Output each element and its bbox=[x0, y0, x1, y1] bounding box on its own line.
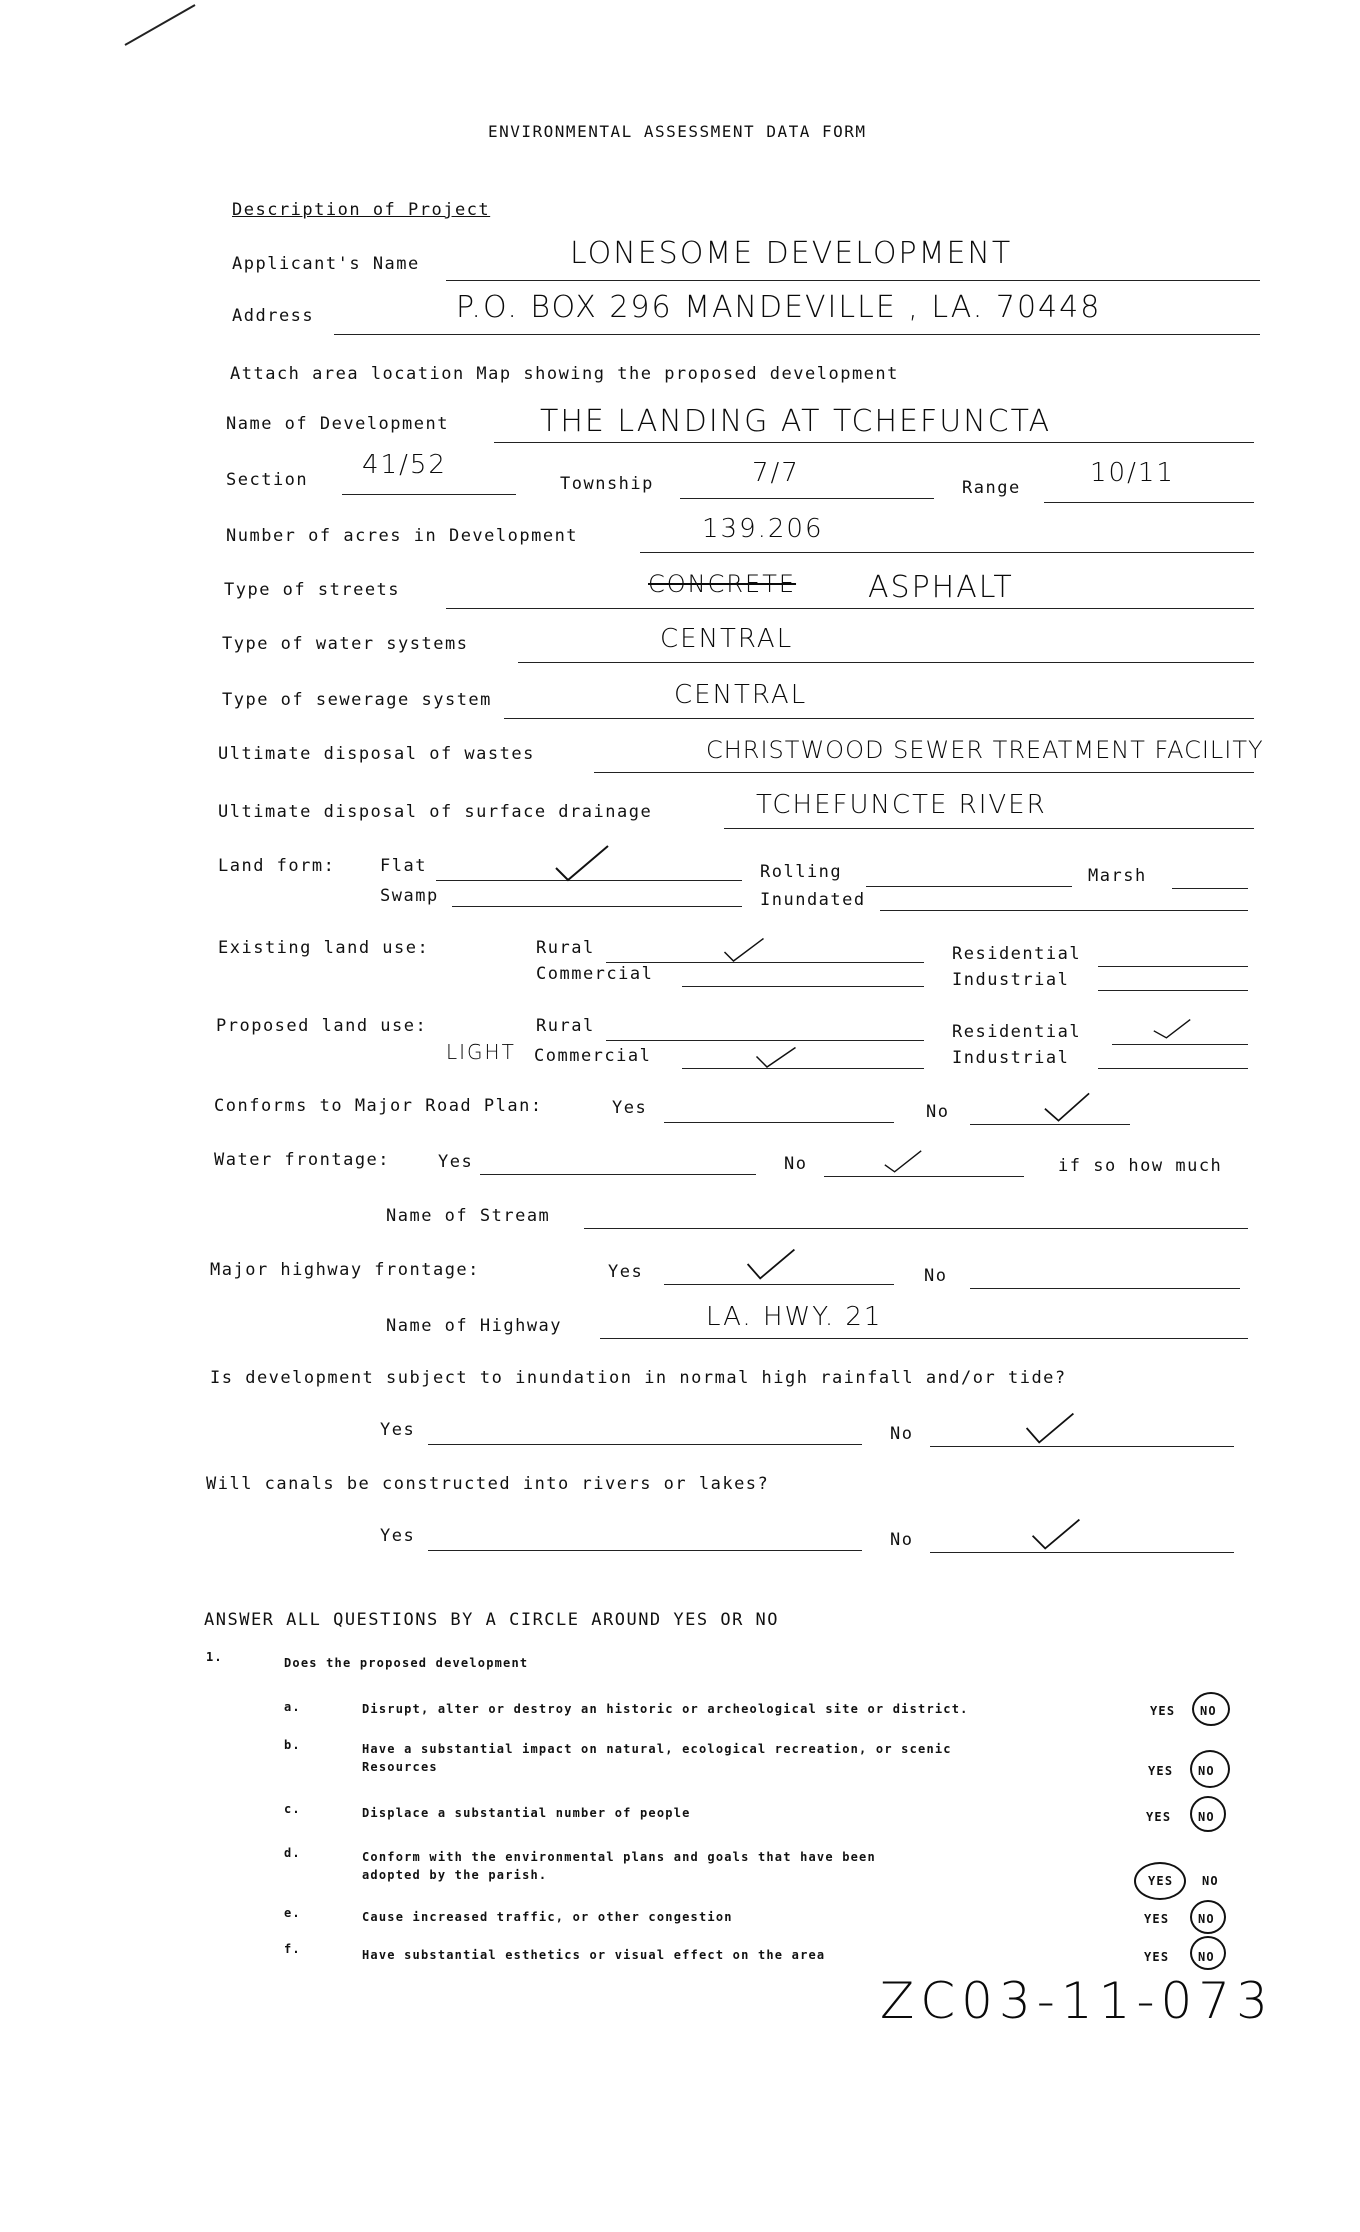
q1-item-letter: d. bbox=[284, 1846, 301, 1860]
q1-item-no: NO bbox=[1200, 1704, 1217, 1718]
section-line bbox=[342, 494, 516, 495]
existing-rural-check-mark bbox=[722, 934, 766, 964]
q1-item-yes: YES bbox=[1144, 1950, 1170, 1964]
drainage-line bbox=[724, 828, 1254, 829]
proposed-commercial: Commercial bbox=[534, 1046, 652, 1066]
proposed-commercial-check-mark bbox=[754, 1040, 798, 1070]
proposed-residential: Residential bbox=[952, 1022, 1082, 1042]
water-frontage-label: Water frontage: bbox=[214, 1150, 391, 1170]
q1-item-no: NO bbox=[1198, 1912, 1215, 1926]
q1-item-answer-circle bbox=[1190, 1936, 1226, 1970]
flat-check-mark bbox=[554, 842, 610, 882]
proposed-use-label: Proposed land use: bbox=[216, 1016, 428, 1036]
existing-residential: Residential bbox=[952, 944, 1082, 964]
water-frontage-no: No bbox=[784, 1154, 808, 1174]
water-frontage-yes: Yes bbox=[438, 1152, 474, 1172]
proposed-residential-line bbox=[1112, 1044, 1248, 1045]
highway-name-label: Name of Highway bbox=[386, 1316, 563, 1336]
proposed-residential-check-mark bbox=[1146, 1014, 1198, 1042]
inundation-yes: Yes bbox=[380, 1420, 416, 1440]
acres-value: 139.206 bbox=[702, 514, 824, 544]
streets-struck-value: CONCRETE bbox=[648, 570, 797, 598]
q1-item-text: Conform with the environmental plans and goals that have been bbox=[362, 1850, 876, 1864]
q1-item-answer-circle bbox=[1190, 1750, 1230, 1788]
proposed-rural: Rural bbox=[536, 1016, 595, 1036]
inundation-no-line bbox=[930, 1446, 1234, 1447]
township-label: Township bbox=[560, 474, 654, 494]
applicant-line bbox=[446, 280, 1260, 281]
sewerage-label: Type of sewerage system bbox=[222, 690, 492, 710]
land-form-flat: Flat bbox=[380, 856, 427, 876]
land-form-label: Land form: bbox=[218, 856, 336, 876]
q1-item-yes: YES bbox=[1146, 1810, 1172, 1824]
canals-no-line bbox=[930, 1552, 1234, 1553]
attach-note: Attach area location Map showing the proposed development bbox=[230, 364, 899, 384]
scan-mark bbox=[120, 0, 200, 50]
proposed-light-note: LIGHT bbox=[446, 1040, 516, 1064]
township-value: 7/7 bbox=[752, 458, 800, 488]
address-label: Address bbox=[232, 306, 315, 326]
land-form-swamp: Swamp bbox=[380, 886, 439, 906]
water-value: CENTRAL bbox=[660, 624, 794, 654]
marsh-line bbox=[1172, 888, 1248, 889]
rolling-line bbox=[866, 886, 1072, 887]
q1-item-text-continued: Resources bbox=[362, 1760, 438, 1774]
q1-item-yes: YES bbox=[1150, 1704, 1176, 1718]
q1-item-letter: f. bbox=[284, 1942, 301, 1956]
road-plan-yes: Yes bbox=[612, 1098, 648, 1118]
existing-rural: Rural bbox=[536, 938, 595, 958]
highway-frontage-label: Major highway frontage: bbox=[210, 1260, 480, 1280]
waste-line bbox=[594, 772, 1254, 773]
q1-item-no: NO bbox=[1198, 1810, 1215, 1824]
drainage-label: Ultimate disposal of surface drainage bbox=[218, 802, 653, 822]
q1-item-no: NO bbox=[1198, 1950, 1215, 1964]
highway-frontage-yes: Yes bbox=[608, 1262, 644, 1282]
inundation-question: Is development subject to inundation in normal high rainfall and/or tide? bbox=[210, 1368, 1067, 1388]
existing-industrial: Industrial bbox=[952, 970, 1070, 990]
road-plan-no-check-mark bbox=[1042, 1090, 1092, 1124]
q1-item-text: Disrupt, alter or destroy an historic or archeological site or district. bbox=[362, 1702, 969, 1716]
road-plan-label: Conforms to Major Road Plan: bbox=[214, 1096, 543, 1116]
q1-item-letter: a. bbox=[284, 1700, 301, 1714]
q1-item-no: NO bbox=[1202, 1874, 1219, 1888]
q1-item-no: NO bbox=[1198, 1764, 1215, 1778]
road-plan-no: No bbox=[926, 1102, 950, 1122]
section-label: Section bbox=[226, 470, 309, 490]
water-line bbox=[518, 662, 1254, 663]
water-frontage-yes-line bbox=[480, 1174, 756, 1175]
water-frontage-no-check-mark bbox=[878, 1148, 928, 1176]
inundated-line bbox=[880, 910, 1248, 911]
address-line bbox=[334, 334, 1260, 335]
stream-line bbox=[584, 1228, 1248, 1229]
canals-yes: Yes bbox=[380, 1526, 416, 1546]
highway-name-value: LA. HWY. 21 bbox=[706, 1302, 883, 1332]
q1-item-yes: YES bbox=[1148, 1874, 1174, 1888]
water-label: Type of water systems bbox=[222, 634, 469, 654]
water-frontage-how-much: if so how much bbox=[1058, 1156, 1223, 1176]
water-frontage-no-line bbox=[824, 1176, 1024, 1177]
highway-frontage-yes-check-mark bbox=[744, 1246, 798, 1282]
acres-line bbox=[640, 552, 1254, 553]
q1-item-letter: b. bbox=[284, 1738, 301, 1752]
canals-no-check-mark bbox=[1030, 1516, 1082, 1552]
stream-label: Name of Stream bbox=[386, 1206, 551, 1226]
q1-item-answer-circle bbox=[1192, 1692, 1230, 1726]
q1-item-text: Displace a substantial number of people bbox=[362, 1806, 691, 1820]
existing-commercial: Commercial bbox=[536, 964, 654, 984]
streets-label: Type of streets bbox=[224, 580, 401, 600]
q1-item-letter: e. bbox=[284, 1906, 301, 1920]
existing-residential-line bbox=[1098, 966, 1248, 967]
township-line bbox=[680, 498, 934, 499]
streets-line bbox=[446, 608, 1254, 609]
road-plan-yes-line bbox=[664, 1122, 894, 1123]
streets-value: ASPHALT bbox=[868, 570, 1014, 605]
range-label: Range bbox=[962, 478, 1021, 498]
proposed-industrial-line bbox=[1098, 1068, 1248, 1069]
q1-number: 1. bbox=[206, 1650, 223, 1664]
description-heading: Description of Project bbox=[232, 200, 491, 220]
range-line bbox=[1044, 502, 1254, 503]
highway-frontage-no-line bbox=[970, 1288, 1240, 1289]
development-name-label: Name of Development bbox=[226, 414, 449, 434]
highway-frontage-no: No bbox=[924, 1266, 948, 1286]
acres-label: Number of acres in Development bbox=[226, 526, 579, 546]
applicant-value: LONESOME DEVELOPMENT bbox=[570, 236, 1013, 271]
existing-commercial-line bbox=[682, 986, 924, 987]
sewerage-value: CENTRAL bbox=[674, 680, 808, 710]
q1-item-yes: YES bbox=[1148, 1764, 1174, 1778]
waste-label: Ultimate disposal of wastes bbox=[218, 744, 535, 764]
land-form-rolling: Rolling bbox=[760, 862, 843, 882]
inundation-no: No bbox=[890, 1424, 914, 1444]
proposed-industrial: Industrial bbox=[952, 1048, 1070, 1068]
highway-frontage-yes-line bbox=[664, 1284, 894, 1285]
answer-instruction: ANSWER ALL QUESTIONS BY A CIRCLE AROUND YES OR NO bbox=[204, 1610, 780, 1630]
q1-item-text: Cause increased traffic, or other congestion bbox=[362, 1910, 733, 1924]
q1-item-yes: YES bbox=[1144, 1912, 1170, 1926]
inundation-no-check-mark bbox=[1024, 1410, 1076, 1446]
canals-question: Will canals be constructed into rivers or lakes? bbox=[206, 1474, 770, 1494]
form-title: ENVIRONMENTAL ASSESSMENT DATA FORM bbox=[488, 122, 867, 141]
land-form-inundated: Inundated bbox=[760, 890, 866, 910]
q1-item-answer-circle bbox=[1134, 1862, 1186, 1900]
applicant-label: Applicant's Name bbox=[232, 254, 420, 274]
highway-name-line bbox=[600, 1338, 1248, 1339]
range-value: 10/11 bbox=[1090, 458, 1175, 488]
q1-item-answer-circle bbox=[1190, 1796, 1226, 1832]
drainage-value: TCHEFUNCTE RIVER bbox=[756, 790, 1047, 820]
canals-yes-line bbox=[428, 1550, 862, 1551]
development-name-line bbox=[494, 442, 1254, 443]
existing-use-label: Existing land use: bbox=[218, 938, 430, 958]
swamp-line bbox=[452, 906, 742, 907]
waste-value: CHRISTWOOD SEWER TREATMENT FACILITY bbox=[706, 736, 1264, 764]
q1-item-text: Have substantial esthetics or visual effect on the area bbox=[362, 1948, 826, 1962]
address-value: P.O. BOX 296 MANDEVILLE , LA. 70448 bbox=[456, 290, 1102, 325]
q1-item-text: Have a substantial impact on natural, ecological recreation, or scenic bbox=[362, 1742, 952, 1756]
canals-no: No bbox=[890, 1530, 914, 1550]
q1-item-text-continued: adopted by the parish. bbox=[362, 1868, 548, 1882]
proposed-commercial-line bbox=[682, 1068, 924, 1069]
sewerage-line bbox=[504, 718, 1254, 719]
q1-text: Does the proposed development bbox=[284, 1656, 529, 1670]
inundation-yes-line bbox=[428, 1444, 862, 1445]
existing-industrial-line bbox=[1098, 990, 1248, 991]
development-name-value: THE LANDING AT TCHEFUNCTA bbox=[540, 404, 1052, 439]
case-number: ZC03-11-073 bbox=[880, 1972, 1274, 2030]
q1-item-letter: c. bbox=[284, 1802, 301, 1816]
q1-item-answer-circle bbox=[1190, 1900, 1226, 1934]
road-plan-no-line bbox=[970, 1124, 1130, 1125]
land-form-marsh: Marsh bbox=[1088, 866, 1147, 886]
section-value: 41/52 bbox=[362, 450, 447, 480]
